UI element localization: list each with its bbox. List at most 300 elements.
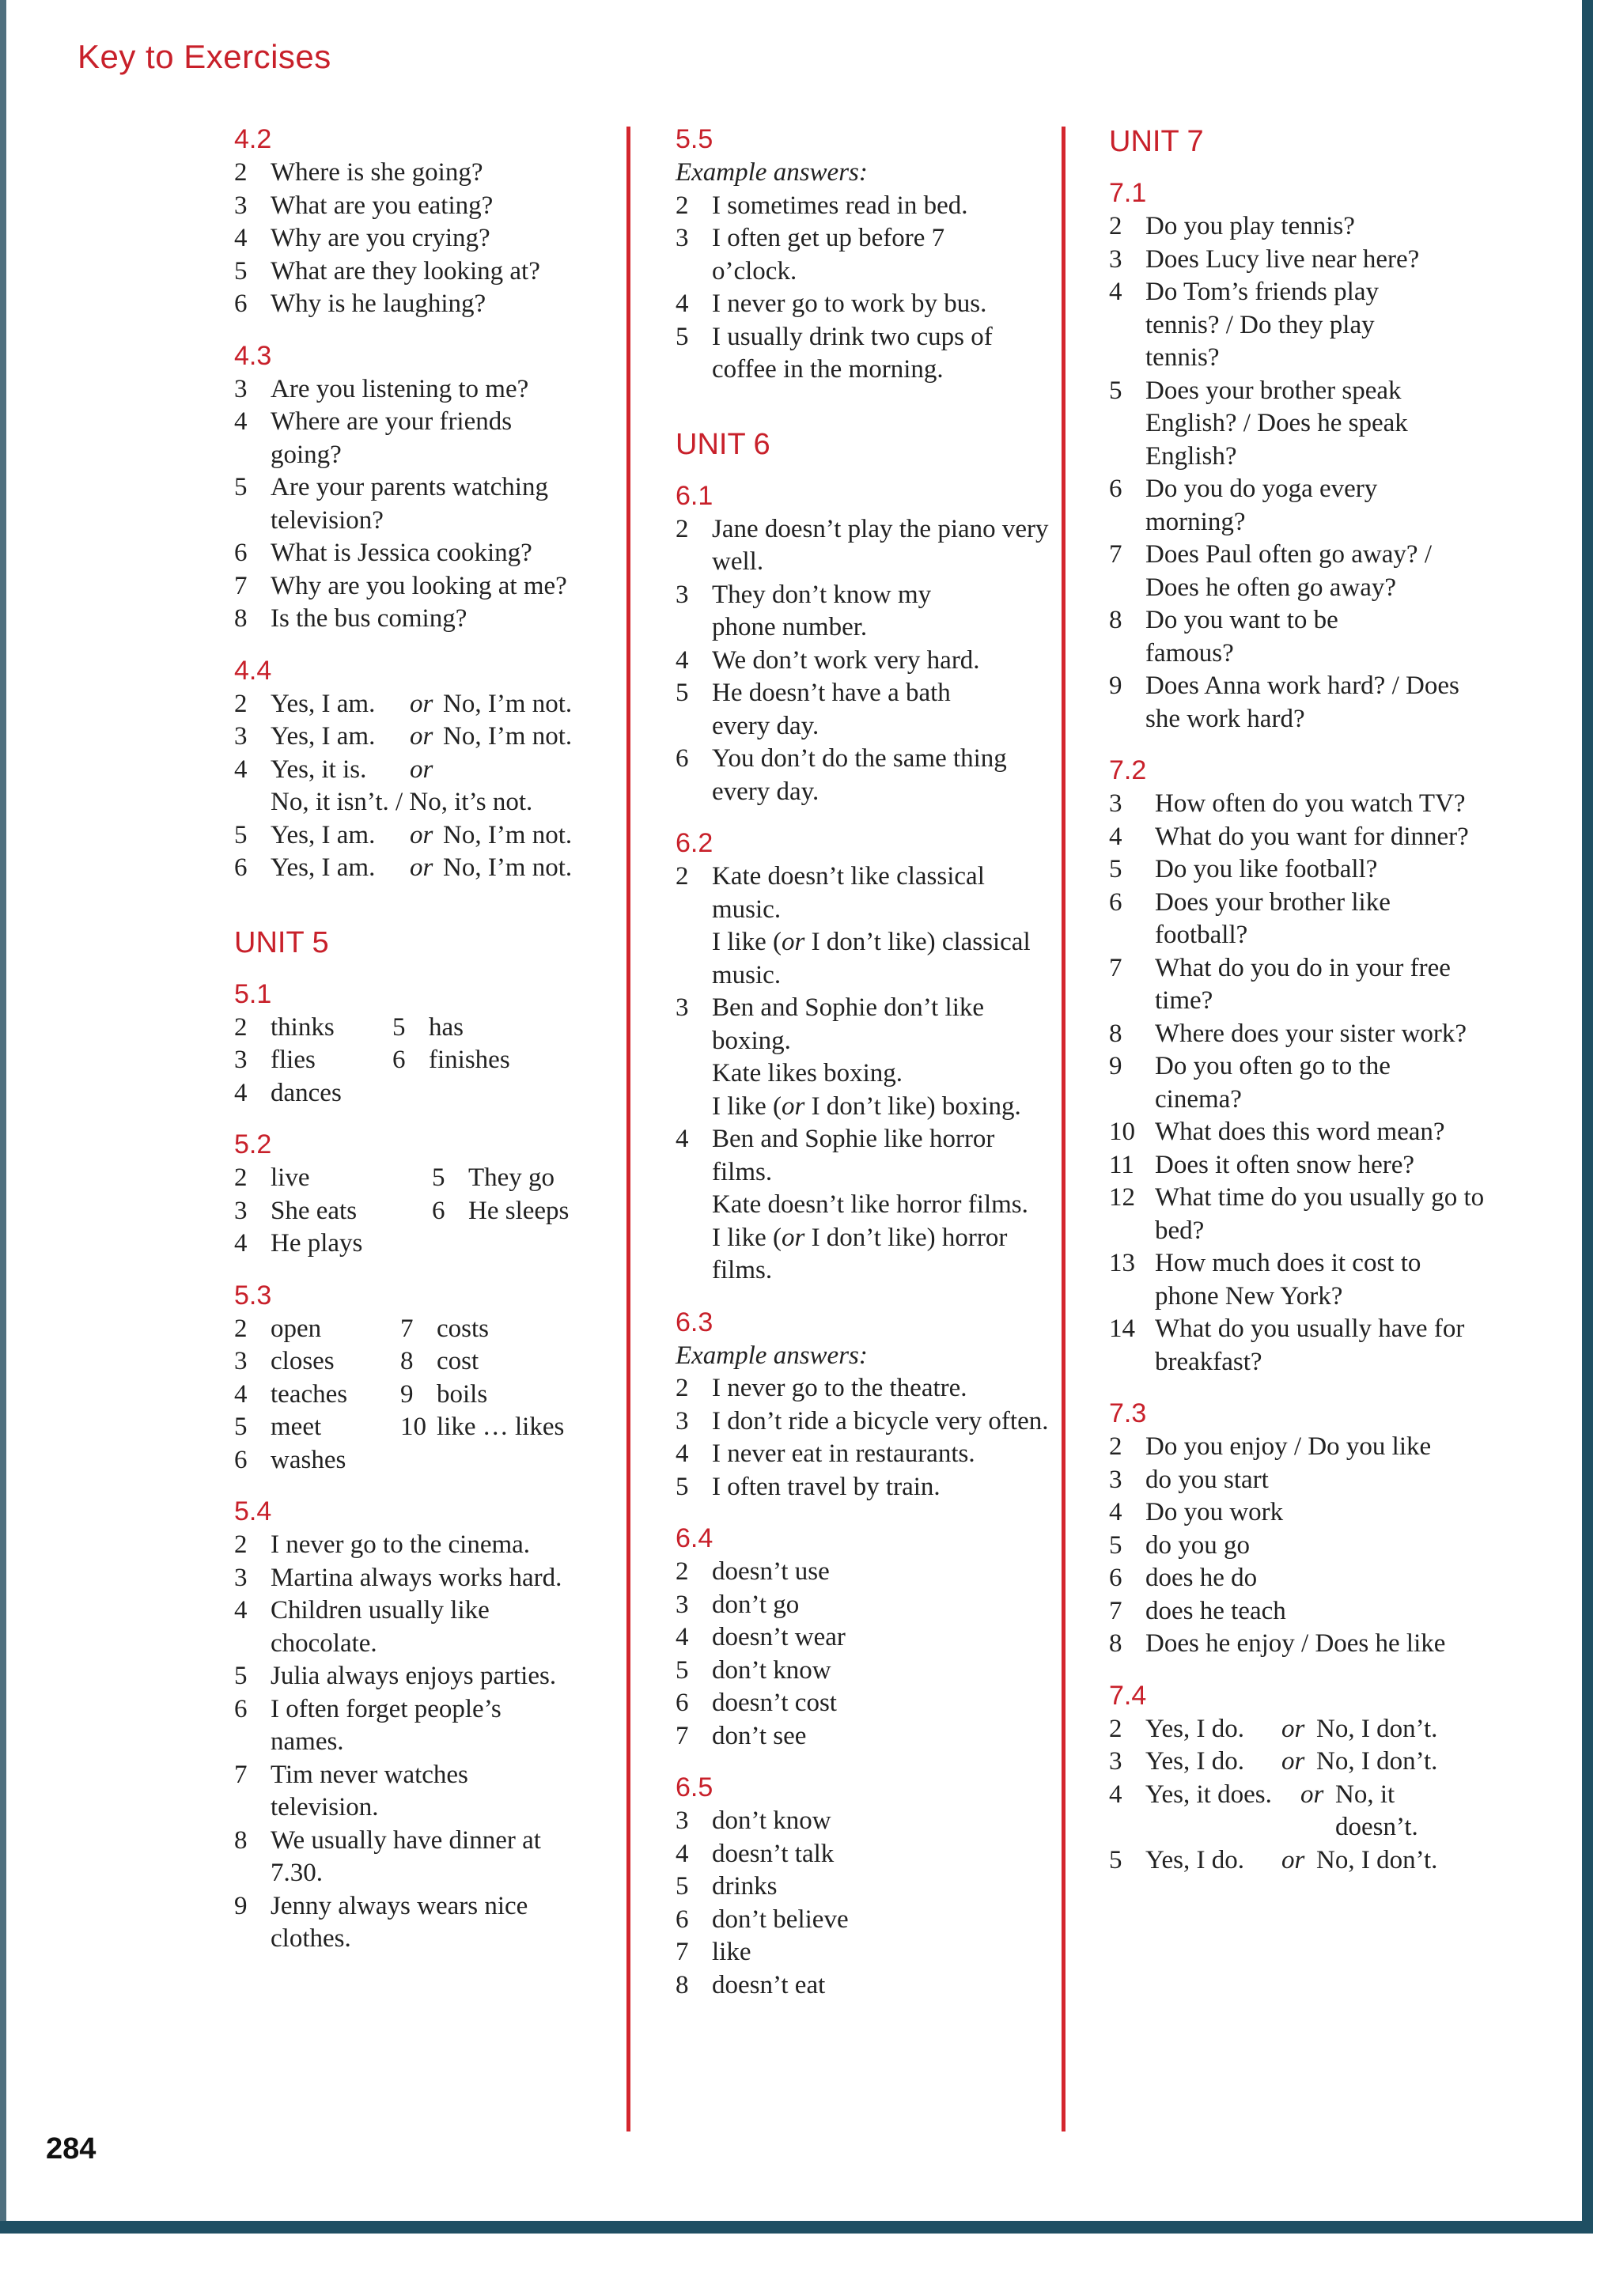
item-number: 4: [234, 224, 248, 252]
list-item: [234, 1195, 432, 1228]
item-text: How often do you watch TV?: [1155, 789, 1466, 818]
section-title: 5.3: [234, 1280, 272, 1311]
list-item: [676, 1805, 1055, 1838]
list-item: [400, 1444, 614, 1477]
section-6-3: [676, 1305, 1055, 1504]
item-text: don’t know: [712, 1806, 831, 1835]
item-text: Does Lucy live near here?: [1145, 244, 1420, 274]
item-text: open: [271, 1314, 322, 1343]
item-text: Do you like football?: [1155, 855, 1378, 883]
item-text: doesn’t wear: [712, 1623, 846, 1651]
answer-line: Ben and Sophie like horror films.: [712, 1125, 995, 1186]
list-item: [676, 677, 1055, 743]
list-item: [1109, 1746, 1489, 1779]
list-item: [432, 1195, 614, 1228]
list-item: [1109, 276, 1489, 375]
item-number: 6: [676, 1689, 689, 1717]
list-item: [1109, 1562, 1489, 1595]
list-item: [1109, 539, 1489, 604]
section-title: 5.1: [234, 978, 272, 1009]
answer-yes: Yes, I do.: [1145, 1747, 1245, 1776]
item-number: 3: [1109, 789, 1122, 818]
section-note: Example answers:: [676, 158, 868, 187]
list-item: [1109, 952, 1489, 1018]
list-item: [1109, 1496, 1489, 1530]
item-text: What is Jessica cooking?: [271, 539, 532, 567]
list-item: [1109, 1247, 1489, 1313]
item-text: I never go to the cinema.: [271, 1530, 531, 1559]
item-number: 3: [1109, 1747, 1122, 1776]
item-number: 7: [676, 1938, 689, 1966]
item-number: 4: [676, 1125, 689, 1153]
list-item: [234, 852, 614, 885]
answer-no: No, I don’t.: [1316, 1845, 1438, 1874]
list-item: [234, 603, 614, 636]
list-item: [234, 1077, 392, 1110]
item-number: 4: [1109, 278, 1122, 306]
item-text: Tim never watches television.: [271, 1760, 468, 1821]
item-number: 9: [1109, 1052, 1122, 1080]
list-item: [676, 1471, 1055, 1504]
section-7-3: [1109, 1396, 1489, 1661]
item-text: I often forget people’s names.: [271, 1694, 502, 1756]
item-text: Where is she going?: [271, 158, 483, 187]
list-item: [1109, 788, 1489, 821]
column-divider-right: [1062, 127, 1065, 2131]
section-5-5: [676, 122, 1055, 387]
answer-yes: Yes, I am.: [271, 820, 376, 849]
or-word: or: [410, 820, 433, 849]
section-title: 5.4: [234, 1496, 272, 1526]
item-number: 5: [234, 256, 248, 286]
item-text: What are you eating?: [271, 191, 494, 220]
item-number: 9: [400, 1379, 414, 1409]
item-number: 6: [676, 1905, 689, 1934]
item-number: 6: [234, 1694, 248, 1723]
list-item: [1109, 1844, 1489, 1878]
list-item: [1109, 244, 1489, 277]
answer-no: No, I’m not.: [443, 689, 573, 718]
item-number: 8: [676, 1970, 689, 1999]
answer-line: Kate doesn’t like classical music.: [712, 862, 985, 924]
or-word: or: [1300, 1780, 1324, 1809]
column-divider-left: [626, 127, 630, 2131]
item-number: 4: [676, 1839, 689, 1868]
list-item: [234, 1313, 400, 1346]
item-number: 3: [234, 1196, 248, 1225]
section-4-4: [234, 653, 614, 885]
item-number: 4: [1109, 1780, 1122, 1809]
item-text: Jane doesn’t play the piano very well.: [712, 514, 1049, 576]
item-number: 6: [1109, 1564, 1122, 1592]
item-number: 7: [234, 1760, 248, 1789]
or-word: or: [1281, 1714, 1305, 1743]
unit-6-heading: UNIT 6: [676, 427, 770, 461]
answer-no: No, it doesn’t.: [1335, 1780, 1418, 1841]
item-text: doesn’t use: [712, 1557, 830, 1586]
item-text: boils: [437, 1379, 488, 1409]
item-number: 3: [676, 580, 689, 609]
section-title: 6.1: [676, 480, 713, 511]
item-number: 14: [1109, 1314, 1135, 1343]
item-number: 4: [1109, 822, 1122, 851]
list-item: [1109, 375, 1489, 474]
item-text: How much does it cost to phone New York?: [1155, 1249, 1421, 1311]
unit-5-heading: UNIT 5: [234, 925, 329, 959]
list-item: [234, 222, 614, 255]
item-number: 2: [676, 514, 689, 543]
item-number: 3: [234, 1347, 248, 1375]
section-title: 5.5: [676, 124, 713, 154]
list-item: [1109, 1595, 1489, 1628]
list-item: [234, 1759, 614, 1825]
item-number: 7: [1109, 540, 1122, 569]
list-item: [676, 1621, 1055, 1655]
list-item: [400, 1345, 614, 1379]
section-5-4: [234, 1494, 614, 1956]
item-text: Does Paul often go away? / Does he often go away?: [1145, 540, 1432, 602]
list-item: [676, 1838, 1055, 1871]
item-number: 3: [676, 993, 689, 1022]
list-item: [1109, 1464, 1489, 1497]
item-number: 3: [676, 1406, 689, 1435]
item-text: Does Anna work hard? / Does she work hard?: [1145, 671, 1459, 733]
section-title: 4.3: [234, 340, 272, 371]
item-number: 3: [234, 1563, 248, 1592]
section-title: 6.2: [676, 828, 713, 858]
item-number: 4: [234, 1229, 248, 1258]
or-word: or: [781, 928, 805, 956]
list-item: [392, 1077, 614, 1110]
item-number: 9: [1109, 671, 1122, 700]
list-item: [1109, 1530, 1489, 1563]
item-number: 6: [1109, 887, 1122, 917]
list-item: [234, 1411, 400, 1444]
item-text: She eats: [271, 1196, 358, 1225]
item-number: [392, 1077, 429, 1110]
item-number: 2: [676, 1374, 689, 1402]
unit-7-heading: UNIT 7: [1109, 125, 1204, 158]
list-item: [676, 861, 1055, 992]
list-item: [392, 1044, 614, 1077]
item-text: Do you do yoga every morning?: [1145, 475, 1378, 536]
item-text: I often travel by train.: [712, 1472, 941, 1501]
list-item: [234, 1162, 432, 1195]
list-item: [234, 1379, 400, 1412]
item-number: 7: [1109, 1596, 1122, 1625]
answer-no: No, I’m not.: [443, 853, 573, 882]
list-item: [676, 1556, 1055, 1589]
list-item: [1109, 853, 1489, 887]
answer-yes: Yes, it is.: [271, 755, 367, 784]
item-number: 7: [400, 1314, 414, 1343]
section-7-2: [1109, 753, 1489, 1379]
list-item: [676, 321, 1055, 387]
item-number: 6: [392, 1046, 406, 1074]
item-text: Do you work: [1145, 1498, 1284, 1526]
item-text: Jenny always wears nice clothes.: [271, 1891, 528, 1953]
answer-line: Kate doesn’t like horror films.: [712, 1190, 1028, 1219]
item-text: Are your parents watching television?: [271, 473, 548, 535]
column-3: [1109, 122, 1489, 1894]
item-number: 2: [676, 862, 689, 891]
item-number: 2: [676, 191, 689, 220]
list-item: [234, 1562, 614, 1595]
section-6-5: [676, 1770, 1055, 2002]
item-text: I never go to work by bus.: [712, 289, 987, 318]
list-item: [676, 1720, 1055, 1753]
section-7-4: [1109, 1678, 1489, 1878]
answer-yes: Yes, I do.: [1145, 1845, 1245, 1874]
item-number: 3: [676, 1806, 689, 1835]
item-number: 7: [676, 1721, 689, 1750]
item-text: Where are your friends going?: [271, 407, 513, 469]
section-6-1: [676, 478, 1055, 809]
section-title: 5.2: [234, 1129, 272, 1159]
list-item: [1109, 1182, 1489, 1247]
item-text: [712, 1123, 1044, 1288]
answer-no: No, it isn’t. / No, it’s not.: [271, 788, 533, 816]
answer-no: No, I’m not.: [443, 722, 573, 751]
list-item: [1109, 1116, 1489, 1149]
or-word: or: [1281, 1845, 1305, 1874]
page-edge-bottom: [0, 2221, 1593, 2234]
item-text: doesn’t talk: [712, 1839, 835, 1868]
item-text: Why is he laughing?: [271, 289, 486, 318]
item-number: 3: [234, 1046, 248, 1074]
list-item: [676, 645, 1055, 678]
item-number: 8: [1109, 1629, 1122, 1658]
page-header: Key to Exercises: [78, 38, 331, 75]
item-number: [234, 786, 271, 819]
item-text: They don’t know my phone number.: [712, 580, 932, 641]
item-text: He doesn’t have a bath every day.: [712, 679, 951, 740]
item-number: 5: [676, 1655, 689, 1685]
item-text: meet: [271, 1413, 322, 1441]
list-item: [1109, 887, 1489, 952]
item-number: 12: [1109, 1183, 1135, 1212]
item-text: Do you often go to the cinema?: [1155, 1052, 1391, 1114]
section-4-2: [234, 122, 614, 321]
item-number: 2: [234, 1530, 248, 1559]
column-1: [234, 122, 614, 1973]
list-item: [676, 1969, 1055, 2003]
item-number: 3: [676, 1590, 689, 1619]
list-item: [676, 1904, 1055, 1937]
item-number: 4: [1109, 1498, 1122, 1526]
item-number: 5: [432, 1163, 445, 1192]
list-item: [676, 1438, 1055, 1471]
item-text: Do you enjoy / Do you like: [1145, 1432, 1432, 1461]
list-item: [234, 1529, 614, 1562]
answer-line-a: I like (: [712, 1223, 782, 1252]
item-text: Where does your sister work?: [1155, 1019, 1467, 1048]
item-text: What do you usually have for breakfast?: [1155, 1314, 1465, 1376]
item-number: 5: [676, 679, 689, 707]
item-text: like … likes: [437, 1413, 565, 1441]
list-item: [234, 721, 614, 754]
list-item: [432, 1227, 614, 1261]
item-number: 2: [1109, 1432, 1122, 1461]
item-text: Do Tom’s friends play tennis? / Do they play tennis?: [1145, 278, 1379, 372]
answer-yes: Yes, I am.: [271, 722, 376, 751]
item-number: 2: [234, 158, 248, 187]
item-number: 5: [676, 1472, 689, 1501]
list-item: [676, 1372, 1055, 1405]
page-number: 284: [46, 2132, 97, 2166]
item-number: 8: [1109, 606, 1122, 634]
list-item: [676, 1687, 1055, 1720]
list-item: [432, 1162, 614, 1195]
item-number: 4: [234, 755, 248, 784]
item-text: I never eat in restaurants.: [712, 1439, 975, 1468]
list-item: [234, 157, 614, 190]
section-title: 6.4: [676, 1523, 713, 1553]
item-text: don’t believe: [712, 1905, 849, 1934]
section-title: 7.1: [1109, 178, 1147, 208]
item-text: Do you want to be famous?: [1145, 606, 1338, 668]
answer-line: Kate likes boxing.: [712, 1059, 903, 1087]
list-item: [1109, 1050, 1489, 1116]
or-word: or: [781, 1223, 805, 1252]
item-text: [712, 861, 1044, 992]
item-text: We don’t work very hard.: [712, 645, 980, 675]
answer-line-a: I like (: [712, 1091, 782, 1121]
list-item: [1109, 1779, 1489, 1844]
item-number: 8: [234, 604, 248, 633]
list-item: [234, 1660, 614, 1693]
item-number: 2: [234, 1163, 248, 1192]
section-title: 4.4: [234, 655, 272, 686]
list-item: [234, 1594, 614, 1660]
list-item: [676, 1936, 1055, 1969]
answer-no: No, I don’t.: [1316, 1747, 1438, 1776]
column-2: [676, 122, 1055, 2019]
item-text: doesn’t eat: [712, 1970, 826, 1999]
item-text: closes: [271, 1347, 335, 1375]
list-item: [234, 819, 614, 853]
section-5-1: [234, 977, 614, 1110]
item-text: He sleeps: [468, 1196, 570, 1225]
page-edge-right: [1582, 0, 1593, 2222]
section-title: 7.2: [1109, 755, 1147, 785]
section-6-4: [676, 1521, 1055, 1753]
list-item: [676, 992, 1055, 1123]
list-item: [676, 288, 1055, 321]
list-item: [676, 579, 1055, 645]
item-number: 11: [1109, 1150, 1134, 1179]
item-text: Children usually like chocolate.: [271, 1596, 490, 1658]
answer-yes: Yes, I do.: [1145, 1714, 1245, 1743]
item-text: Why are you looking at me?: [271, 571, 567, 600]
list-item: [234, 255, 614, 289]
answer-no: No, I don’t.: [1316, 1714, 1438, 1743]
item-text: Does he enjoy / Does he like: [1145, 1629, 1446, 1658]
item-number: 5: [1109, 376, 1122, 405]
list-item: [676, 743, 1055, 808]
section-title: 6.3: [676, 1307, 713, 1337]
item-number: 7: [234, 571, 248, 600]
list-item: [234, 1227, 432, 1261]
list-item: [1109, 1431, 1489, 1464]
list-item: [1109, 1313, 1489, 1379]
item-text: Does your brother speak English? / Does he speak English?: [1145, 376, 1408, 471]
item-text: dances: [271, 1078, 342, 1107]
item-number: 5: [234, 1413, 248, 1441]
item-number: 2: [1109, 212, 1122, 240]
item-number: 4: [676, 289, 689, 318]
item-number: 2: [234, 1314, 248, 1343]
section-note: Example answers:: [676, 1341, 868, 1370]
item-text: finishes: [429, 1046, 510, 1074]
item-text: costs: [437, 1314, 489, 1343]
item-number: 5: [1109, 1530, 1122, 1560]
item-number: 3: [676, 224, 689, 252]
item-text: Are you listening to me?: [271, 374, 529, 403]
item-text: Julia always enjoys parties.: [271, 1662, 557, 1690]
item-number: 4: [234, 1078, 248, 1107]
answer-line: Ben and Sophie don’t like boxing.: [712, 993, 985, 1055]
item-number: 5: [1109, 855, 1122, 883]
item-number: 4: [676, 645, 689, 675]
item-number: 6: [234, 539, 248, 567]
list-item: [234, 754, 614, 787]
or-word: or: [410, 722, 433, 751]
item-text: What time do you usually go to bed?: [1155, 1183, 1485, 1245]
answer-yes: Yes, I am.: [271, 853, 376, 882]
list-item: [1109, 604, 1489, 670]
list-item: [1109, 1628, 1489, 1661]
item-text: does he do: [1145, 1564, 1258, 1592]
answer-no: No, I’m not.: [443, 820, 573, 849]
item-text: washes: [271, 1445, 346, 1474]
answer-line-b: I don’t like) classical music.: [712, 928, 1031, 989]
item-number: 8: [400, 1347, 414, 1375]
item-number: 2: [1109, 1714, 1122, 1743]
section-5-3: [234, 1278, 614, 1477]
item-text: I sometimes read in bed.: [712, 191, 968, 220]
section-7-1: [1109, 176, 1489, 736]
section-title: 7.4: [1109, 1680, 1147, 1711]
item-text: We usually have dinner at 7.30.: [271, 1825, 541, 1887]
item-number: 9: [234, 1891, 248, 1920]
item-number: 5: [392, 1012, 406, 1042]
item-text: do you go: [1145, 1530, 1250, 1560]
item-text: live: [271, 1163, 310, 1192]
list-item: [400, 1411, 614, 1444]
item-text: Does it often snow here?: [1155, 1150, 1415, 1179]
section-title: 4.2: [234, 124, 272, 154]
item-text: don’t know: [712, 1655, 831, 1685]
list-item: [234, 471, 614, 537]
list-item: [400, 1313, 614, 1346]
item-number: 8: [1109, 1019, 1122, 1048]
list-item: [1109, 821, 1489, 854]
item-text: What do you want for dinner?: [1155, 822, 1469, 851]
list-item: [1109, 473, 1489, 539]
item-number: 4: [234, 1596, 248, 1625]
section-title: 6.5: [676, 1772, 713, 1802]
item-number: 6: [234, 289, 248, 318]
list-item: [234, 373, 614, 407]
answer-yes: Yes, it does.: [1145, 1780, 1272, 1809]
item-text: like: [712, 1938, 751, 1966]
item-number: 3: [234, 191, 248, 220]
item-text: don’t see: [712, 1721, 807, 1750]
section-6-2: [676, 826, 1055, 1288]
list-item: [676, 513, 1055, 579]
item-text: I usually drink two cups of coffee in the morning.: [712, 322, 993, 384]
